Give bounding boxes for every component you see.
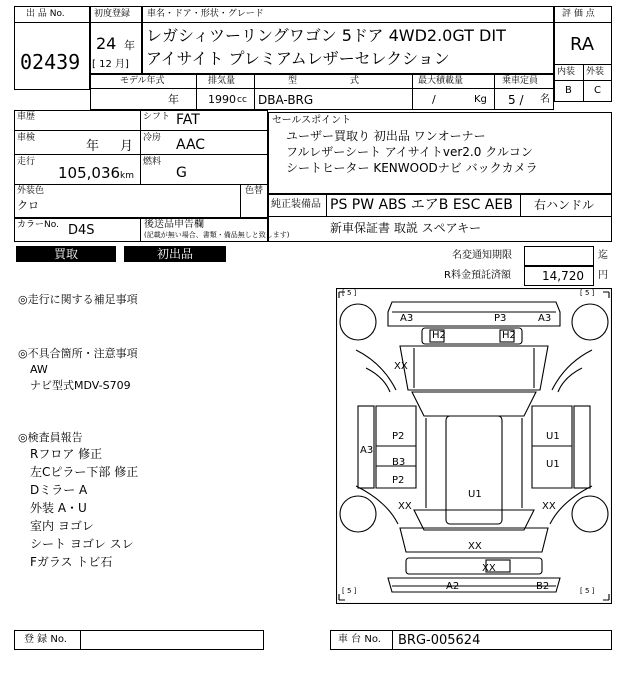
damage-mark: A3: [538, 313, 552, 324]
model-year-unit: 年: [168, 93, 179, 106]
inspector-item: 左Cピラー下部 修正: [30, 465, 139, 479]
defect-item: ナビ型式MDV-S709: [30, 379, 131, 392]
recycle-unit: 円: [598, 270, 608, 281]
displacement-label: 排気量: [208, 76, 236, 86]
ac-label: 冷房: [143, 133, 162, 143]
inspector-label: ◎検査員報告: [18, 431, 83, 444]
recycle-amount: 14,720: [542, 269, 584, 283]
first-reg-year: 24: [96, 34, 117, 53]
damage-mark: B3: [392, 457, 406, 468]
tire-label: [ 5 ]: [342, 289, 357, 297]
damage-mark: XX: [482, 563, 496, 574]
damage-mark: U1: [468, 489, 482, 500]
color-label: 外装色: [17, 186, 45, 196]
mileage-value: 105,036: [58, 164, 121, 182]
name-change-field: [524, 246, 594, 266]
defects-label: ◎不具合箇所・注意事項: [18, 347, 138, 360]
first-reg-label: 初度登録: [94, 9, 131, 19]
shift-label: シフト: [143, 112, 171, 122]
sales-point-3: シートヒーター KENWOODナビ バックカメラ: [286, 161, 538, 175]
damage-mark: A3: [360, 445, 374, 456]
driving-notes-label: ◎走行に関する補足事項: [18, 293, 138, 306]
damage-mark: A3: [400, 313, 414, 324]
damage-mark: H2: [432, 330, 446, 341]
aftermarket-label: 後送品申告欄: [144, 219, 204, 230]
overall-grade: RA: [570, 34, 595, 55]
first-reg-month: [ 12 月]: [92, 59, 129, 70]
first-listing-badge: 初出品: [124, 246, 226, 262]
max-load-unit: Kg: [474, 94, 487, 105]
model-year-label: モデル年式: [120, 76, 165, 86]
inspector-item: 室内 ヨゴレ: [30, 519, 94, 533]
damage-mark: P2: [392, 431, 405, 442]
car-name-line2: アイサイト プレミアムレザーセレクション: [146, 49, 450, 68]
fuel-label: 燃料: [143, 157, 162, 167]
history-label: 車歴: [17, 112, 36, 122]
mileage-label: 走行: [17, 157, 36, 167]
displacement-unit: cc: [237, 95, 247, 105]
details-box: [14, 110, 268, 218]
inspection-month: 月: [120, 139, 134, 154]
damage-mark: U1: [546, 459, 560, 470]
exterior-grade: C: [594, 85, 601, 96]
max-load-label: 最大積載量: [418, 76, 464, 86]
inspection-year: 年: [86, 139, 100, 154]
type-label: 型: [288, 76, 298, 86]
ac-value: AAC: [176, 137, 206, 153]
equipment-label: 純正装備品: [271, 199, 321, 210]
chassis-value: BRG-005624: [398, 633, 481, 648]
fuel-value: G: [176, 165, 187, 181]
warranty-items: 新車保証書 取説 スペアキー: [330, 221, 482, 235]
color-no-value: D4S: [68, 223, 95, 238]
first-reg-year-unit: 年: [124, 39, 135, 52]
inspector-item: 外装 A・U: [30, 501, 87, 515]
displacement-value: 1990: [208, 93, 236, 106]
damage-mark: P3: [494, 313, 507, 324]
color-no-label: カラーNo.: [17, 220, 59, 230]
tire-label: [ 5 ]: [580, 587, 595, 595]
sales-points-label: セールスポイント: [272, 115, 352, 126]
damage-mark: XX: [542, 501, 556, 512]
color-value: クロ: [17, 199, 39, 212]
shift-value: FAT: [176, 112, 200, 128]
name-change-label: 名変通知期限: [452, 250, 512, 261]
car-diagram-svg: [336, 288, 612, 604]
color-change-label: 色替: [245, 186, 264, 196]
inspector-item: シート ヨゴレ スレ: [30, 537, 134, 551]
interior-grade: B: [565, 85, 572, 96]
inspection-label: 車検: [17, 133, 36, 143]
damage-mark: B2: [536, 581, 550, 592]
damage-mark: XX: [394, 361, 408, 372]
car-name-label: 車名・ドア・形状・グレード: [147, 9, 264, 19]
lot-number: 02439: [20, 50, 81, 74]
damage-mark: U1: [546, 431, 560, 442]
purchase-badge: 買取: [16, 246, 116, 262]
damage-mark: XX: [468, 541, 482, 552]
damage-mark: A2: [446, 581, 460, 592]
reg-no-label: 登 録 No.: [24, 634, 67, 645]
damage-mark: H2: [502, 330, 516, 341]
equipment-items: PS PW ABS エアB ESC AEB: [330, 197, 513, 213]
max-load-value: /: [432, 93, 436, 106]
steering-value: 右ハンドル: [534, 198, 595, 212]
grade-label: 評 価 点: [562, 9, 595, 19]
car-damage-diagram: [336, 288, 612, 604]
aftermarket-note: (記載が無い場合、書類・備品無しと致します): [144, 231, 290, 239]
capacity-unit: 名: [540, 94, 550, 105]
damage-mark: XX: [398, 501, 412, 512]
defect-item: AW: [30, 363, 48, 376]
exterior-label: 外装: [586, 67, 605, 77]
type-label-2: 式: [350, 76, 360, 86]
name-change-unit: 迄: [598, 250, 608, 261]
lot-label: 出 品 No.: [26, 9, 65, 19]
chassis-label: 車 台 No.: [338, 634, 381, 645]
sales-point-1: ユーザー買取り 初出品 ワンオーナー: [286, 129, 486, 143]
mileage-unit: km: [120, 171, 134, 181]
inspector-item: Dミラー A: [30, 483, 88, 497]
recycle-label: R料金預託済額: [444, 270, 511, 281]
type-value: DBA-BRG: [258, 93, 314, 107]
capacity-label: 乗車定員: [502, 76, 539, 86]
interior-label: 内装: [557, 67, 576, 77]
inspector-item: Rフロア 修正: [30, 447, 103, 461]
damage-mark: P2: [392, 475, 405, 486]
car-name-line1: レガシィツーリングワゴン 5ドア 4WD2.0GT DIT: [146, 26, 506, 45]
sales-point-2: フルレザーシート アイサイトver2.0 クルコン: [286, 145, 533, 159]
tire-label: [ 5 ]: [342, 587, 357, 595]
inspector-item: Fガラス トビ石: [30, 555, 113, 569]
tire-label: [ 5 ]: [580, 289, 595, 297]
capacity-value: 5 /: [508, 93, 524, 107]
